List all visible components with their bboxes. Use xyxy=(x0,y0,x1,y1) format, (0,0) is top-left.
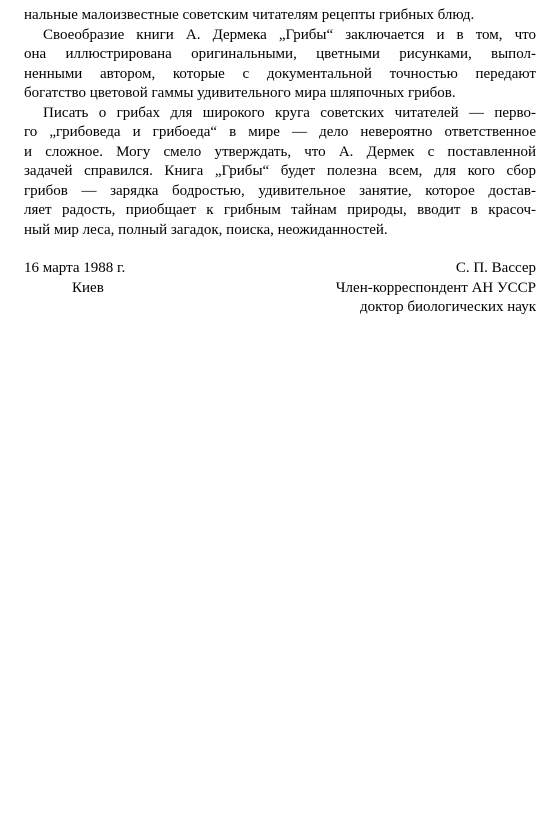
text-line: и сложное. Могу смело утверждать, что А. Дермек с поставленной xyxy=(24,143,536,160)
document-page xyxy=(24,6,536,319)
text-line: ненными автором, которые с документальной точностью передают xyxy=(24,65,536,82)
signature-place: Киев xyxy=(72,279,104,296)
signature-date: 16 марта 1988 г. xyxy=(24,260,126,276)
text-line: задачей справился. Книга „Грибы“ будет полезна всем, для кого сбор xyxy=(24,163,536,179)
text-line: нальные малоизвестные советским читателям рецепты грибных блюд. xyxy=(24,7,475,23)
paragraph-2 xyxy=(24,26,536,104)
signature-title-2: доктор биологических наук xyxy=(360,299,536,315)
signature-author: С. П. Вассер xyxy=(455,260,536,276)
text-line: ляет радость, приобщает к грибным тайнам природы, вводит в красоч- xyxy=(24,202,536,218)
signature-title-1: Член-корреспондент АН УССР xyxy=(335,279,536,296)
author-credentials xyxy=(336,259,536,318)
paragraph-1 xyxy=(24,6,536,26)
paragraph-3 xyxy=(24,104,536,241)
text-line: го „грибоведа и грибоеда“ в мире — дело невероятно ответственное xyxy=(24,124,536,140)
text-line: грибов — зарядка бодростью, удивительное занятие, которое достав- xyxy=(24,182,536,199)
text-line: ный мир леса, полный загадок, поиска, неожиданностей. xyxy=(24,221,388,238)
text-line: Писать о грибах для широкого круга советских читателей — перво- xyxy=(43,104,536,121)
date-place xyxy=(24,259,125,298)
text-line: Своеобразие книги А. Дермека „Грибы“ заключается и в том, что xyxy=(43,26,536,43)
text-line: богатство цветовой гаммы удивительного мира шляпочных грибов. xyxy=(24,85,456,101)
text-line: она иллюстрирована оригинальными, цветными рисунками, выпол- xyxy=(24,46,536,62)
signature-block xyxy=(24,259,536,319)
